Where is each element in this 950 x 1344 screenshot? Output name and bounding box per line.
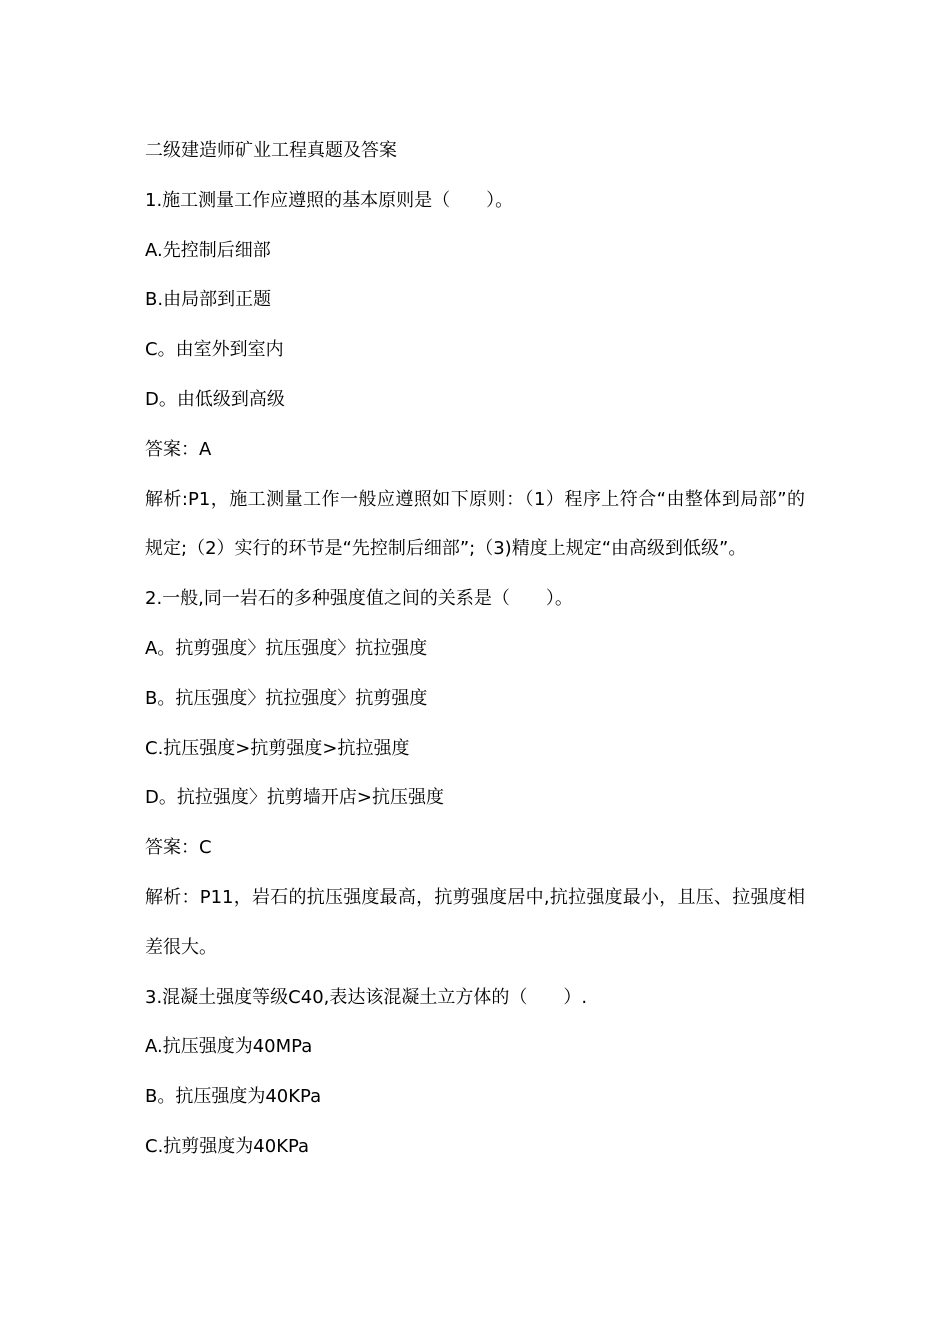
option-a: A.先控制后细部: [145, 239, 271, 261]
document-page: [145, 126, 805, 1172]
question-stem: 1.施工测量工作应遵照的基本原则是（ ）。: [145, 189, 514, 211]
option-b: B。抗压强度〉抗拉强度〉抗剪强度: [145, 687, 428, 709]
question-3: [145, 973, 805, 1172]
document-title: 二级建造师矿业工程真题及答案: [145, 140, 397, 161]
option-a: A.抗压强度为40MPa: [145, 1036, 313, 1058]
analysis: 解析：P11，岩石的抗压强度最高，抗剪强度居中,抗拉强度最小，且压、拉强度相差很大。: [145, 886, 805, 958]
option-c: C.抗压强度>抗剪强度>抗拉强度: [145, 737, 410, 759]
option-d: D。抗拉强度〉抗剪墙开店>抗压强度: [145, 787, 444, 809]
analysis: 解析:P1，施工测量工作一般应遵照如下原则：（1）程序上符合“由整体到局部”的规定;（2）实行的环节是“先控制后细部”;（3)精度上规定“由高级到低级”。: [145, 488, 805, 560]
option-b: B.由局部到正题: [145, 289, 272, 311]
question-stem: 3.混凝土强度等级C40,表达该混凝土立方体的（ ）.: [145, 986, 588, 1008]
question-stem: 2.一般,同一岩石的多种强度值之间的关系是（ ）。: [145, 588, 573, 610]
option-c: C.抗剪强度为40KPa: [145, 1135, 310, 1157]
option-b: B。抗压强度为40KPa: [145, 1086, 322, 1108]
question-2: [145, 574, 805, 972]
answer: 答案：C: [145, 837, 212, 859]
option-d: D。由低级到高级: [145, 388, 285, 410]
option-a: A。抗剪强度〉抗压强度〉抗拉强度: [145, 637, 428, 659]
option-c: C。由室外到室内: [145, 339, 284, 361]
question-1: [145, 176, 805, 574]
answer: 答案：A: [145, 438, 212, 460]
